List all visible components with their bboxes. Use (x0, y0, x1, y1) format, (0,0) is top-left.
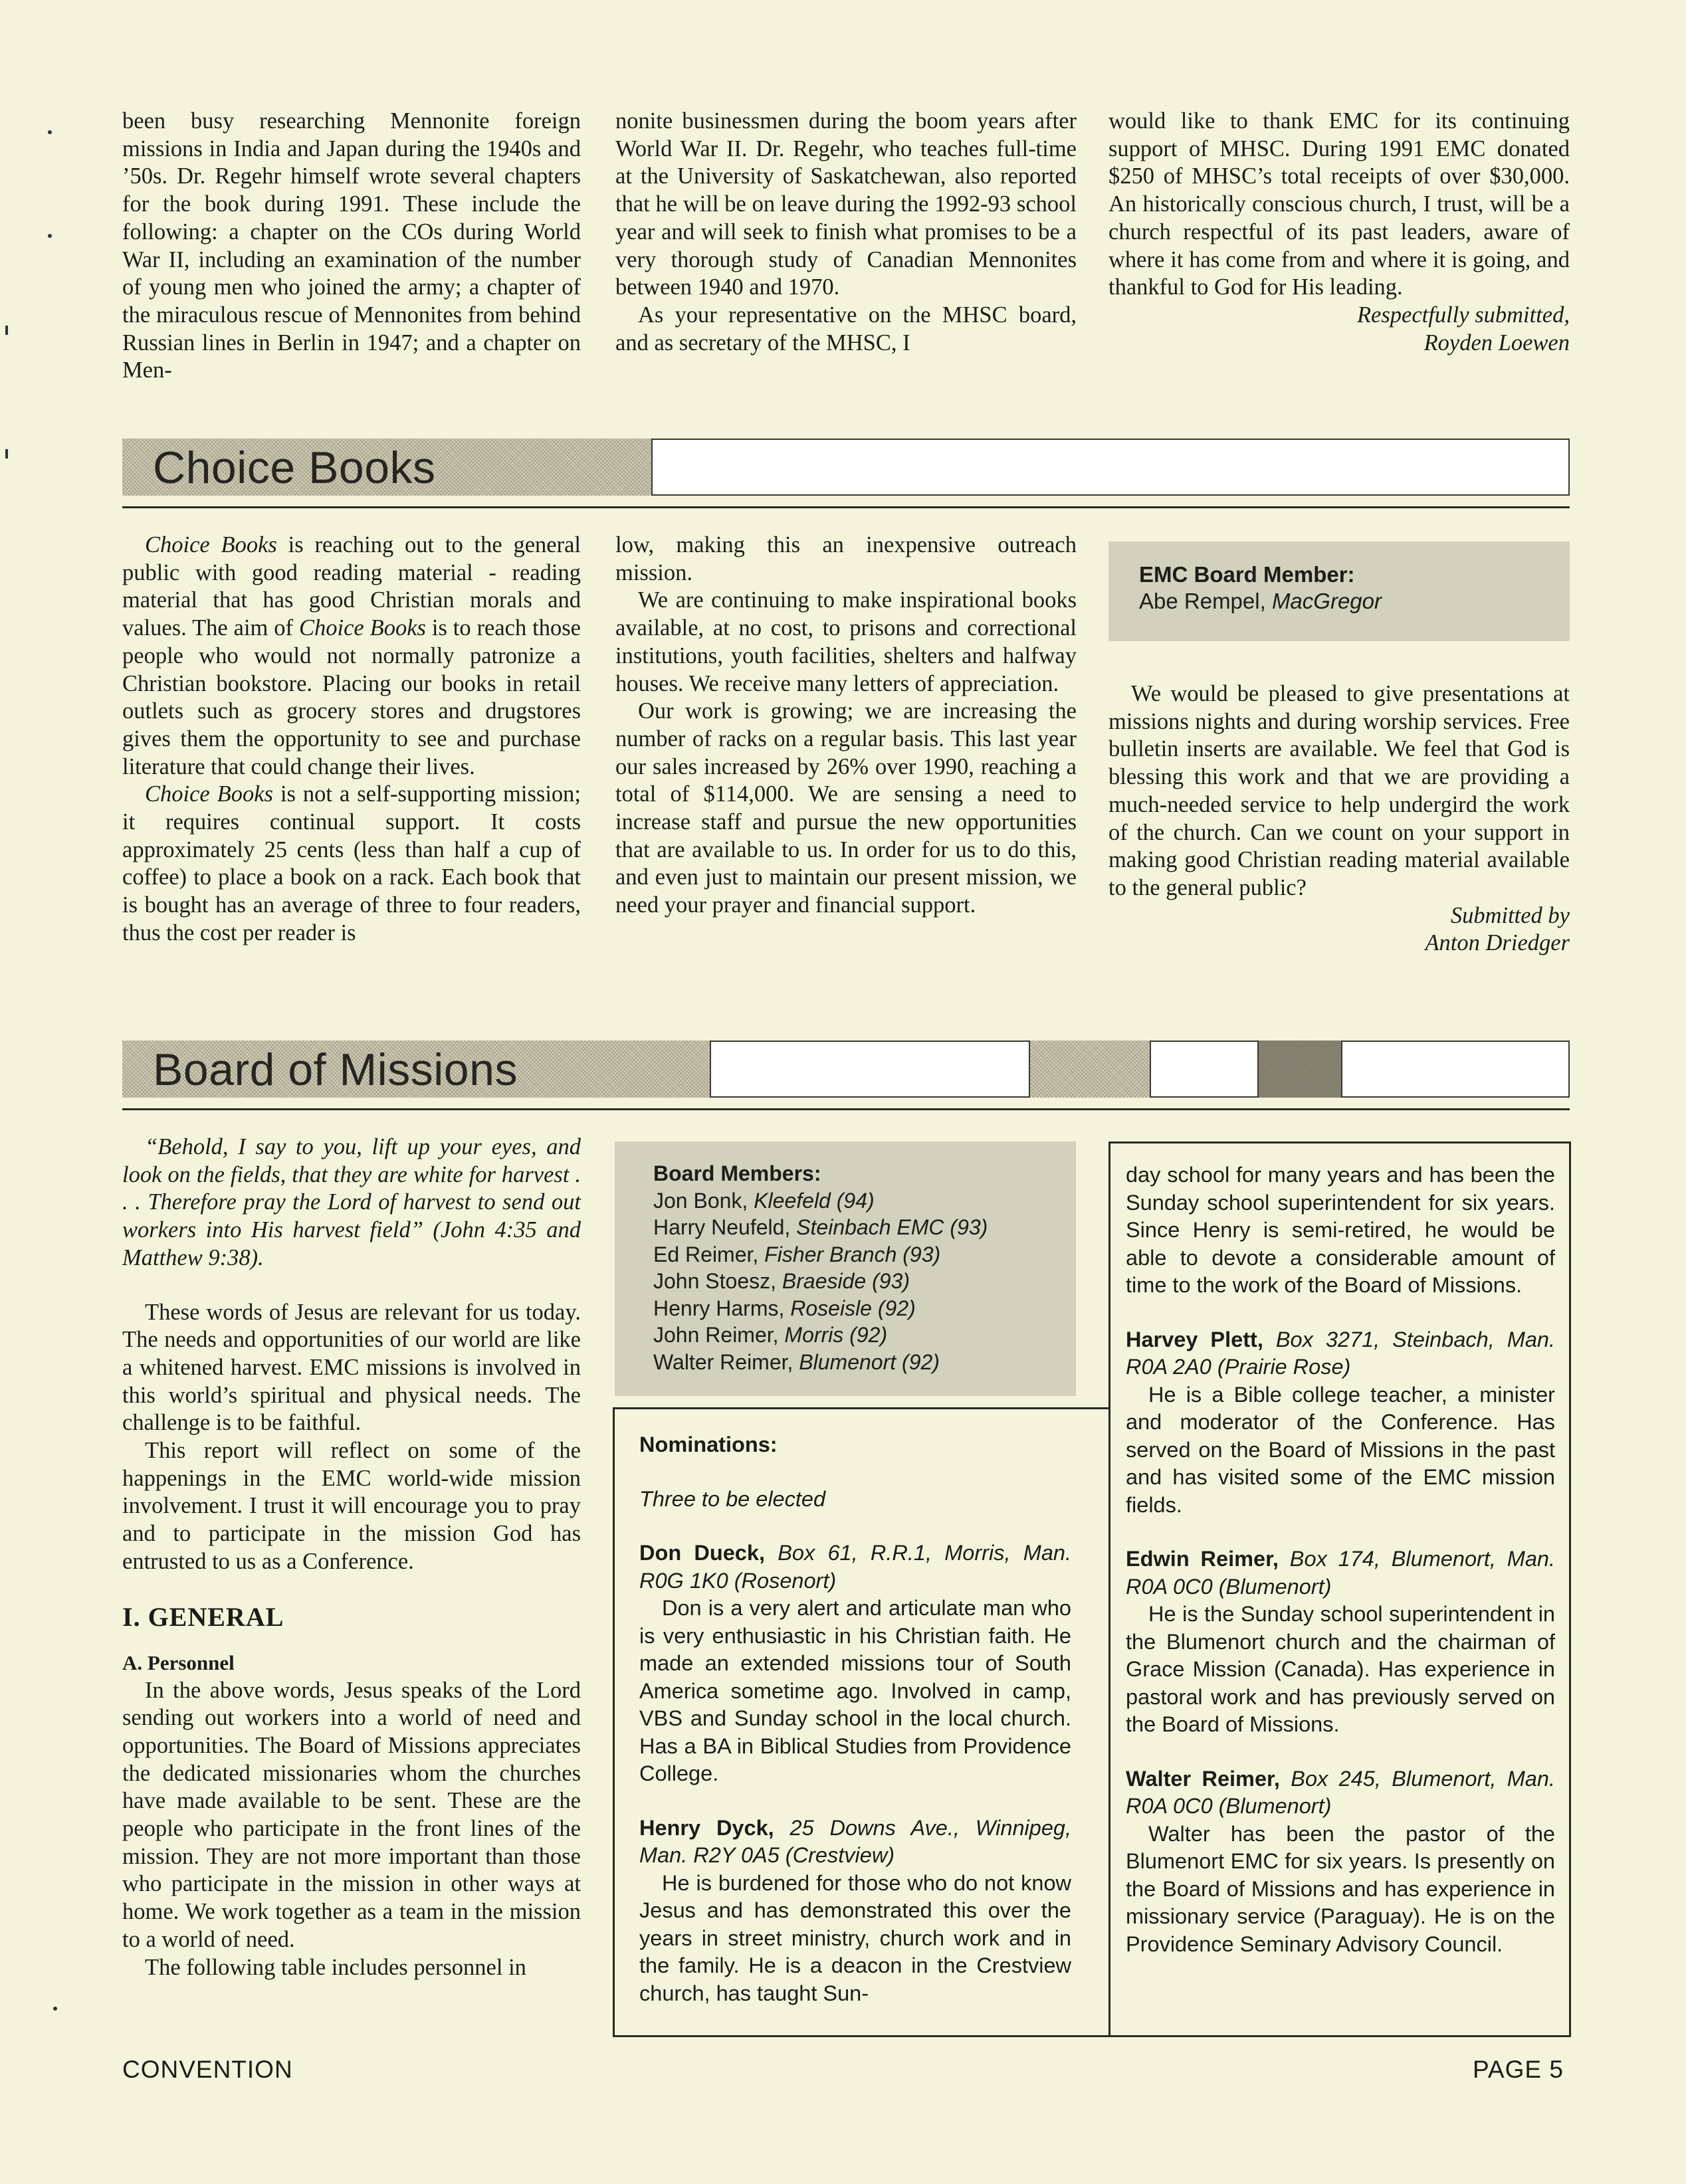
emc-board-member-name: Abe Rempel, (1139, 589, 1272, 613)
choice-books-col2-para3: Our work is growing; we are increasing the number of racks on a regular basis. This last year our sales increased by 26% over 1990, reaching a total of $114,000. We are sensing a need to increase staff and pursue the new opportunities that are available to us. In order for us to do this, and even just to maintain our present mission, we need your prayer and financial support. (615, 698, 1077, 918)
board-member-place: Braeside (93) (782, 1269, 910, 1293)
footer-publication: CONVENTION (122, 2056, 293, 2083)
top-signature-line2: Royden Loewen (1423, 330, 1570, 355)
top-col2-para1: nonite businessmen during the boom years after World War II. Dr. Regehr, who teaches full-time at the University of Saskatchewan, also reported that he will be on leave during the 1992-93 school year and will seek to finish what promises to be a very thorough study of Canadian Mennonites between 1940 and 1970. (615, 108, 1077, 300)
missions-para1: These words of Jesus are relevant for us today. The needs and opportunities of our world are like a whitened harvest. EMC missions is involved in this world’s spiritual and physical needs. The challenge is to be faithful. (122, 1299, 581, 1436)
board-member-item (653, 1187, 1037, 1215)
nominee-description-continued: day school for many years and has been the Sunday school superintendent for six years. Since Henry is semi-retired, he would be able to devote a considerable amount of time to the work of the Board of Missions. (1126, 1163, 1555, 1297)
board-member-name: Ed Reimer, (653, 1242, 765, 1266)
choice-books-column-1 (122, 532, 581, 947)
nominations-box (639, 1431, 1071, 2007)
banner-white-box (651, 439, 1570, 496)
margin-speck (48, 130, 52, 134)
board-member-name: Henry Harms, (653, 1296, 791, 1320)
choice-books-title: Choice Books (153, 443, 436, 493)
missions-para4: The following table includes personnel in (145, 1954, 526, 1980)
choice-books-para2-text: is not a self-supporting mission; it requires continual support. It costs approximately 25 cents (less than half a cup of coffee) to place a book on a rack. Each book that is bought has an average of three to four readers, thus the cost per reader is (122, 781, 581, 945)
board-member-item (653, 1268, 1037, 1295)
section-rule (122, 1108, 1570, 1110)
board-member-item (653, 1349, 1037, 1376)
nominee-address: Box 61, R.R.1, Morris, Man. R0G 1K0 (Rosenort) (639, 1541, 1071, 1593)
nominations-label: Nominations: (639, 1433, 778, 1456)
choice-books-para2 (122, 781, 581, 947)
board-of-missions-banner (122, 1041, 1570, 1098)
nominee-address: Box 245, Blumenort, Man. R0A 0C0 (Blumenort) (1126, 1766, 1555, 1818)
top-column-2 (615, 108, 1077, 357)
board-member-place: Kleefeld (94) (754, 1188, 875, 1213)
board-member-place: Morris (92) (784, 1323, 888, 1347)
nominee-heading (1126, 1765, 1555, 1821)
board-of-missions-title: Board of Missions (153, 1044, 518, 1095)
nominee-name: Henry Dyck, (639, 1815, 774, 1840)
banner-white-box (1150, 1041, 1259, 1098)
nominee-description: He is burdened for those who do not know Jesus and has demonstrated this over the years in street ministry, church work and in the family. He is a deacon in the Crestview church, has taught Sun- (639, 1870, 1071, 2005)
board-member-name: Jon Bonk, (653, 1188, 754, 1213)
top-signature-line1: Respectfully submitted, (1356, 302, 1570, 328)
choice-books-italic: Choice Books (145, 781, 273, 807)
heading-personnel: A. Personnel (122, 1650, 235, 1674)
nominee-description: He is a Bible college teacher, a minister and moderator of the Conference. Has served on the Board of Missions in the past and has visited some of the EMC mission fields. (1126, 1382, 1555, 1517)
choice-books-col2-para1: low, making this an inexpensive outreach mission. (615, 532, 1077, 585)
nominations-right-column (1126, 1161, 1555, 1958)
top-col2-para2: As your representative on the MHSC board, and as secretary of the MHSC, I (615, 302, 1077, 355)
margin-speck (53, 2007, 57, 2011)
top-col1-text: been busy researching Mennonite foreign missions in India and Japan during the 1940s and ’50s. Dr. Regehr himself wrote several chapters for the book during 1991. These include the following: a chapter on the COs during World War II, including an examination of the number of young men who joined the army; a chapter of the miraculous rescue of Mennonites from behind Russian lines in Berlin in 1947; and a chapter on Men- (122, 108, 581, 383)
emc-board-member-label: EMC Board Member: (1139, 562, 1355, 587)
board-of-missions-column-1 (122, 1134, 581, 1981)
choice-books-italic: Choice Books (145, 532, 277, 557)
margin-speck (5, 326, 8, 335)
choice-books-banner (122, 439, 1570, 496)
choice-books-italic: Choice Books (298, 615, 426, 641)
scripture-quote: “Behold, I say to you, lift up your eyes, and look on the fields, that they are white for harvest . . . Therefore pray the Lord of harvest to send out workers into His harvest field” (John 4:35 and Matthew 9:38). (122, 1134, 581, 1270)
nominee-name: Edwin Reimer, (1126, 1547, 1279, 1571)
nominee-description: Don is a very alert and articulate man who is very enthusiastic in his Christian faith. He made an extended missions tour of South America sometime ago. Involved in camp, VBS and Sunday school in the local church. Has a BA in Biblical Studies from Providence College. (639, 1596, 1071, 1785)
nominee-name: Don Dueck, (639, 1541, 765, 1565)
nominee-description: Walter has been the pastor of the Blumenort EMC for six years. Is presently on the Board of Missions and has experience in missionary service (Paraguay). He is on the Providence Seminary Advisory Council. (1126, 1821, 1555, 1956)
board-member-name: John Reimer, (653, 1323, 785, 1347)
choice-books-signature-line2: Anton Driedger (1425, 930, 1570, 956)
top-col3-text: would like to thank EMC for its continuing support of MHSC. During 1991 EMC donated $250 of MHSC’s total receipts of over $30,000. An historically conscious church, I trust, will be a church respectful of its past leaders, aware of where it has come from and where it is going, and thankful to God for His leading. (1108, 108, 1570, 300)
board-member-place: Fisher Branch (93) (764, 1242, 941, 1266)
nominee-address: Box 174, Blumenort, Man. R0A 0C0 (Blumenort) (1126, 1547, 1555, 1599)
board-member-name: Walter Reimer, (653, 1349, 799, 1374)
nominee-description: He is the Sunday school superintendent in the Blumenort church and the chairman of Grace Mission (Canada). Has experience in pastoral work and has previously served on the Board of Missions. (1126, 1602, 1555, 1736)
choice-books-col2-para2: We are continuing to make inspirational books available, at no cost, to prisons and correctional institutions, youth facilities, shelters and halfway houses. We receive many letters of appreciation. (615, 587, 1077, 696)
nominee-name: Walter Reimer, (1126, 1766, 1280, 1791)
emc-board-member-entry (1139, 588, 1539, 615)
emc-board-member-box (1108, 542, 1570, 641)
heading-general: I. GENERAL (122, 1601, 284, 1632)
board-members-box (615, 1142, 1076, 1396)
margin-speck (5, 449, 8, 458)
board-member-place: Blumenort (92) (799, 1349, 940, 1374)
board-member-place: Steinbach EMC (93) (796, 1215, 988, 1239)
board-member-place: Roseisle (92) (790, 1296, 916, 1320)
nominee-heading (1126, 1545, 1555, 1601)
board-member-item (653, 1295, 1037, 1322)
choice-books-col3-text: We would be pleased to give presentations at missions nights and during worship services. Free bulletin inserts are available. We feel that God is blessing this work and that we are providing a much-needed service to help undergird the work of the church. Can we count on your support in making good Christian reading material available to the general public? (1108, 681, 1570, 900)
nominee-heading (639, 1815, 1071, 1870)
banner-pattern (1030, 1041, 1150, 1098)
nominee-address: 25 Downs Ave., Winnipeg, Man. R2Y 0A5 (Crestview) (639, 1815, 1071, 1867)
emc-board-member-place: MacGregor (1271, 589, 1382, 613)
board-member-name: Harry Neufeld, (653, 1215, 797, 1239)
choice-books-para1-b: is to reach those people who would not normally patronize a Christian bookstore. Placing our books in retail outlets such as grocery stores and drugstores gives them the opportunity to see and purchase literature that could change their lives. (122, 615, 581, 779)
top-column-1 (122, 108, 581, 385)
missions-para3: In the above words, Jesus speaks of the Lord sending out workers into a world of need and opportunities. The Board of Missions appreciates the dedicated missionaries whom the churches have made available to be sent. These are the people who participate in the front lines of the mission. They are not more important than those who participate in the mission in other ways at home. We work together as a team in the mission to a world of need. (122, 1677, 581, 1952)
choice-books-signature-line1: Submitted by (1450, 902, 1570, 928)
banner-pattern (1259, 1041, 1341, 1098)
banner-white-box (1341, 1041, 1570, 1098)
board-member-item (653, 1241, 1037, 1268)
footer-page-number: PAGE 5 (1473, 2056, 1564, 2083)
nominee-heading (639, 1539, 1071, 1595)
top-column-3 (1108, 108, 1570, 357)
nominee-name: Harvey Plett, (1126, 1327, 1263, 1351)
choice-books-para1 (122, 532, 581, 781)
banner-white-box (710, 1041, 1030, 1098)
nominee-address: Box 3271, Steinbach, Man. R0A 2A0 (Prairie Rose) (1126, 1327, 1555, 1379)
nominations-subtitle: Three to be elected (639, 1486, 826, 1511)
nominee-heading (1126, 1326, 1555, 1381)
choice-books-column-2 (615, 532, 1077, 920)
missions-para2: This report will reflect on some of the happenings in the EMC world-wide mission involvement. I trust it will encourage you to pray and to participate in the mission God has entrusted to us as a Conference. (122, 1438, 581, 1574)
board-member-item (653, 1214, 1037, 1241)
board-members-label: Board Members: (653, 1161, 821, 1185)
board-member-name: John Stoesz, (653, 1269, 782, 1293)
board-member-item (653, 1322, 1037, 1349)
margin-speck (48, 234, 52, 238)
choice-books-column-3 (1108, 680, 1570, 957)
choice-books-para1-a: is reaching out to the general public with good reading material - reading material that has good Christian morals and values. The aim of (122, 532, 581, 641)
section-rule (122, 506, 1570, 508)
